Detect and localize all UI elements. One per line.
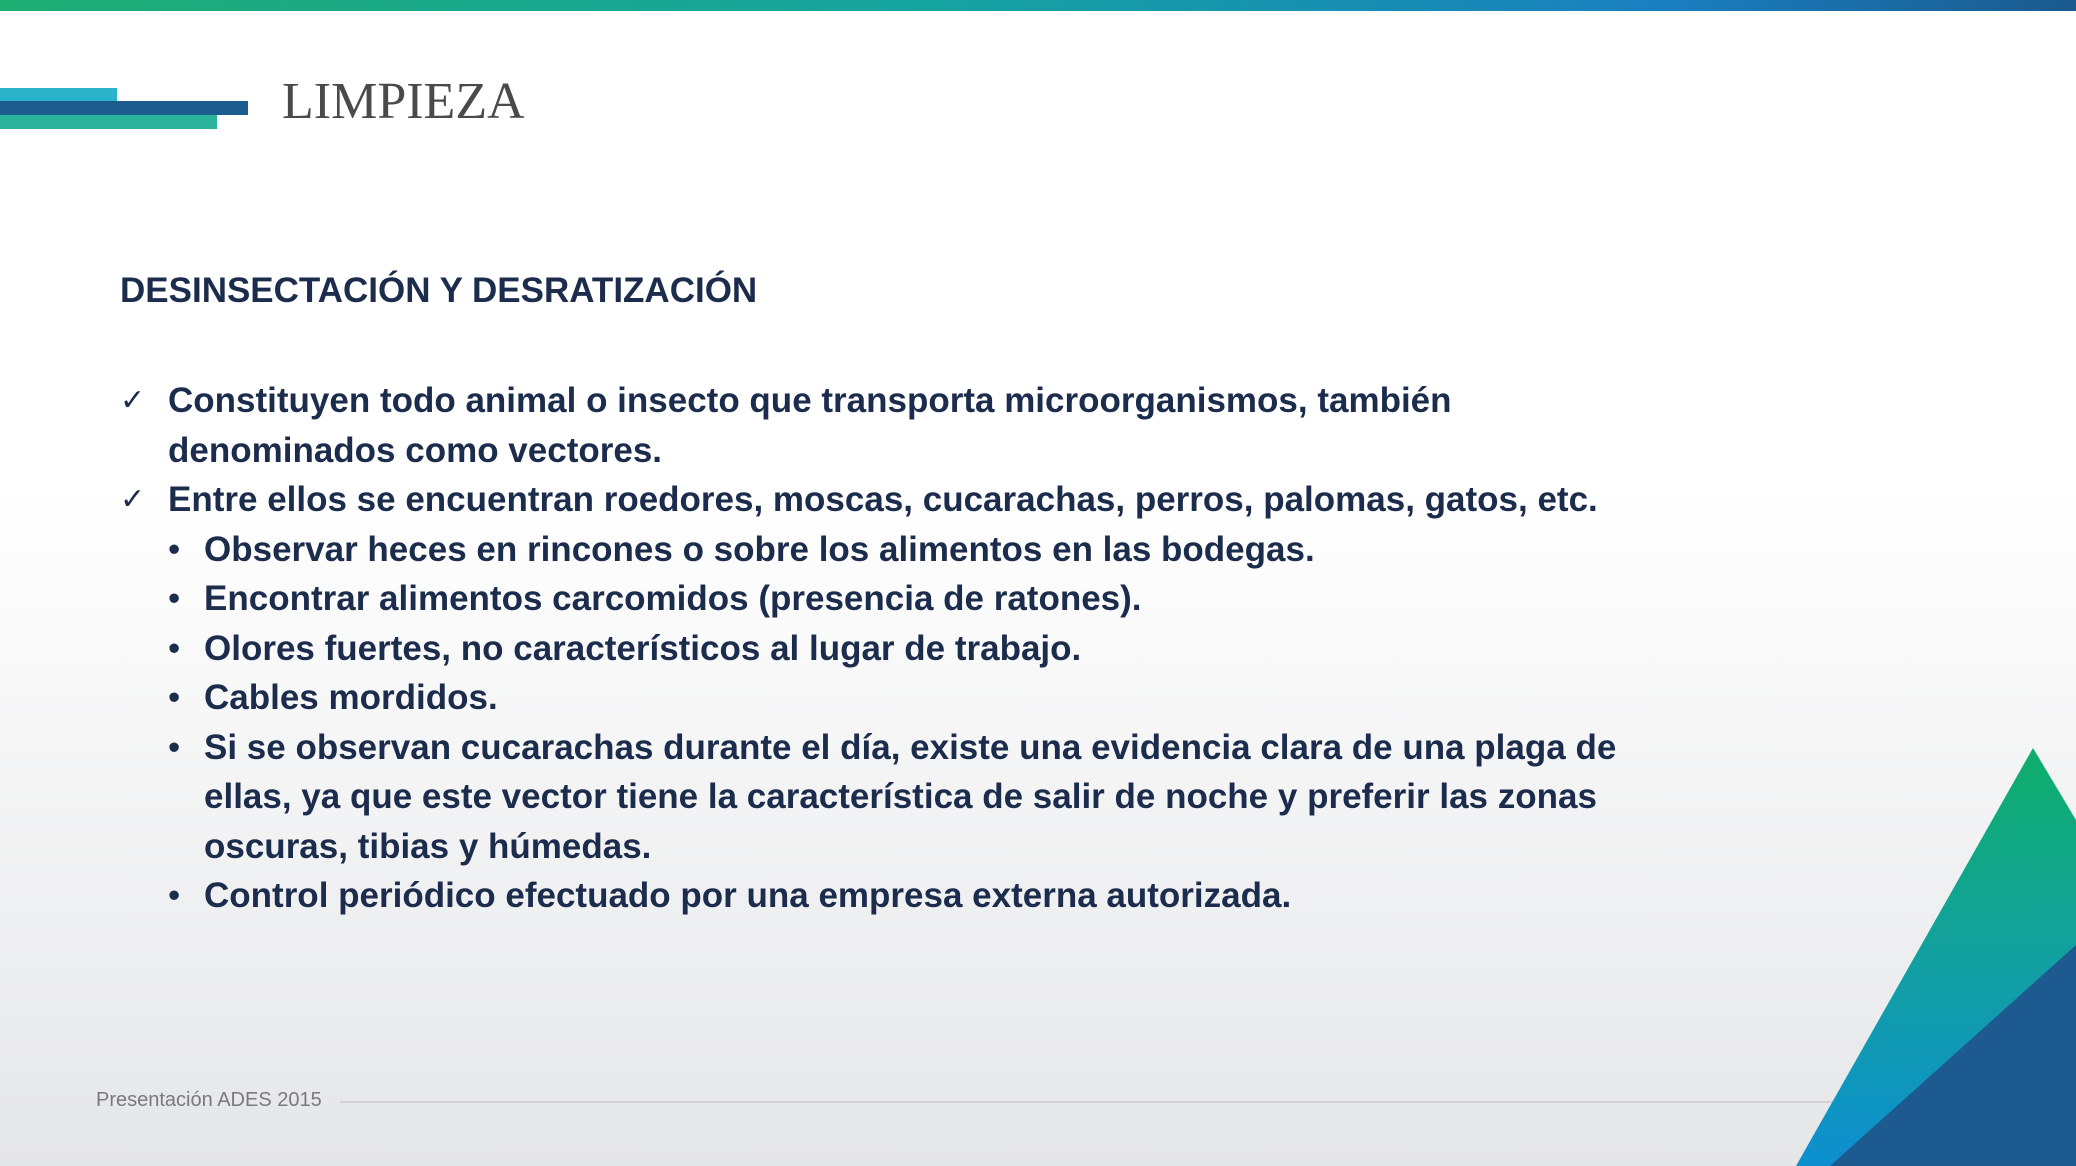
- bullet-icon: •: [168, 529, 181, 569]
- bullet-item-text: Encontrar alimentos carcomidos (presencia de ratones).: [204, 579, 1142, 618]
- bullet-item-text: Observar heces en rincones o sobre los alimentos en las bodegas.: [204, 529, 1315, 569]
- check-item-text: Entre ellos se encuentran roedores, moscas, cucarachas, perros, palomas, gatos, etc.: [168, 480, 1598, 519]
- check-mark-icon: ✓: [120, 482, 146, 517]
- slide-title: LIMPIEZA: [282, 73, 525, 130]
- bullet-icon: •: [168, 579, 181, 618]
- bullet-icon: •: [168, 727, 181, 767]
- bullet-item-text: Olores fuertes, no característicos al lugar de trabajo.: [204, 628, 1082, 668]
- section-heading: DESINSECTACIÓN Y DESRATIZACIÓN: [120, 271, 758, 310]
- bullet-icon: •: [168, 628, 181, 668]
- bullet-icon: •: [168, 876, 181, 915]
- bullet-item-text: Cables mordidos.: [204, 678, 498, 717]
- bullet-item-text: Control periódico efectuado por una empresa externa autorizada.: [204, 876, 1292, 915]
- bullet-icon: •: [168, 678, 181, 717]
- footer-label: Presentación ADES 2015: [96, 1089, 322, 1111]
- check-item-text: Constituyen todo animal o insecto que transporta microorganismos, también denominados como vectores.: [168, 381, 1452, 470]
- bullet-item-text: Si se observan cucarachas durante el día, existe una evidencia clara de una plaga de ellas, ya que este vector tiene la característica de salir de noche y preferir las zonas oscuras, tibias y húmedas.: [204, 727, 1617, 866]
- check-mark-icon: ✓: [120, 383, 146, 418]
